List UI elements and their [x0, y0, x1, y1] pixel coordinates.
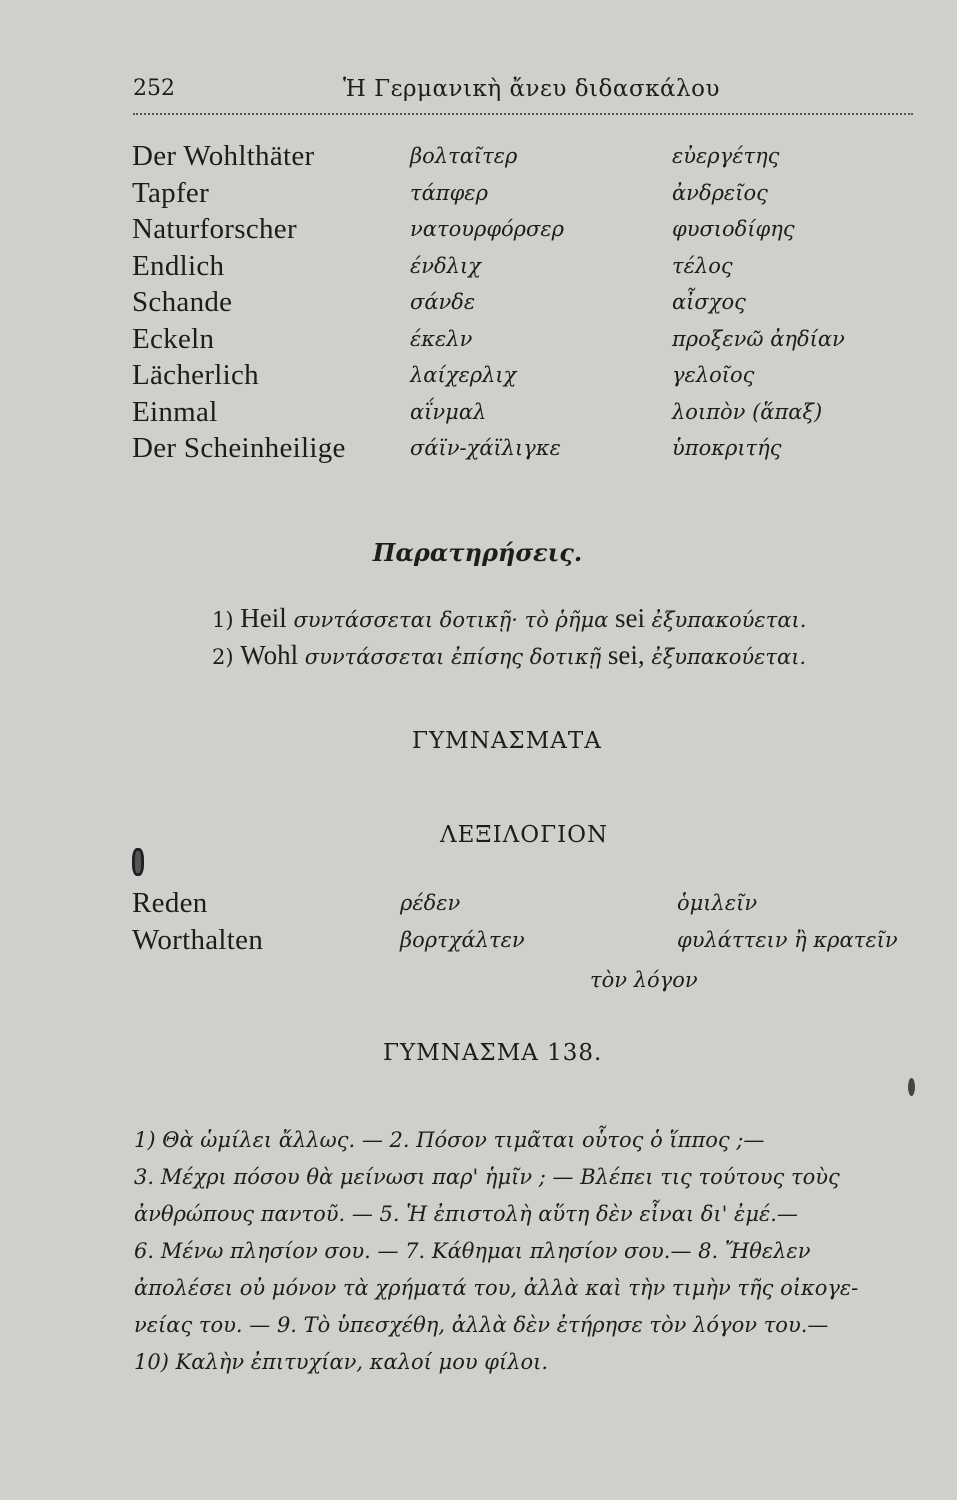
greek-meaning: ἀνδρεῖος	[672, 180, 768, 205]
german-word: Der Scheinheilige	[132, 432, 346, 464]
page-number: 252	[133, 76, 175, 101]
greek-meaning: φυλάττειν ἢ κρατεῖν	[677, 928, 898, 952]
exercise-line: ἀπολέσει οὐ μόνον τὰ χρήματά του, ἀλλὰ καὶ τὴν τιμὴν τῆς οἰκογε-	[134, 1276, 859, 1300]
lexicon-heading: ΛΕΞΙΛΟΓΙΟΝ	[440, 822, 609, 848]
german-word: Einmal	[132, 395, 218, 428]
transliteration: αΐνμαλ	[410, 399, 487, 424]
transliteration: τάπφερ	[410, 180, 488, 205]
exercise-line: ἀνθρώπους παντοῦ. — 5. Ἡ ἐπιστολὴ αὕτη δὲν εἶναι δι' ἐμέ.—	[134, 1202, 798, 1226]
ink-spot	[908, 1078, 915, 1096]
exercise-title: ΓΥΜΝΑΣΜΑ 138.	[383, 1040, 603, 1066]
german-word: Der Wohlthäter	[132, 140, 315, 172]
vocab-row	[132, 432, 932, 469]
note-text: συντάσσεται ἐπίσης δοτικῇ	[304, 645, 602, 669]
transliteration: σάνδε	[410, 290, 476, 314]
transliteration: λαίχερλιχ	[410, 363, 517, 387]
transliteration: βολταῖτερ	[410, 144, 518, 168]
exercise-line: 10) Καλὴν ἐπιτυχίαν, καλοί μου φίλοι.	[134, 1350, 549, 1374]
observation-note	[212, 640, 806, 671]
german-word: Eckeln	[132, 322, 215, 355]
transliteration: ρέδεν	[400, 891, 461, 915]
vocab-row	[132, 286, 932, 323]
greek-meaning: γελοῖος	[672, 363, 755, 387]
greek-meaning: λοιπὸν (ἅπαξ)	[672, 399, 823, 424]
greek-meaning: ὑποκριτής	[672, 436, 782, 460]
transliteration: νατουρφόρσερ	[410, 217, 564, 241]
lexicon-row	[132, 924, 932, 961]
exercise-text	[134, 1122, 924, 1381]
transliteration: σάϊν-χάϊλιγκε	[410, 436, 561, 460]
vocab-row	[132, 177, 932, 214]
transliteration: έκελν	[410, 326, 473, 351]
vocab-row	[132, 359, 932, 396]
german-word: Worthalten	[132, 924, 264, 956]
note-german-word: Wohl	[240, 640, 299, 670]
note-text: ἐξυπακούεται.	[651, 645, 807, 669]
german-word: Reden	[132, 887, 208, 919]
exercise-line: νείας του. — 9. Τὸ ὑπεσχέθη, ἀλλὰ δὲν ἐτήρησε τὸν λόγον του.—	[134, 1313, 829, 1337]
note-german-word: sei	[614, 603, 645, 633]
lexicon-table	[132, 887, 932, 961]
greek-meaning: τέλος	[672, 253, 733, 278]
lexicon-row	[132, 887, 932, 924]
observation-note	[212, 603, 806, 634]
german-word: Tapfer	[132, 176, 210, 209]
observations-title: Παρατηρήσεις.	[372, 538, 583, 567]
note-german-word: sei,	[607, 640, 645, 670]
page-header	[133, 76, 923, 108]
vocab-row	[132, 213, 932, 250]
german-word: Naturforscher	[132, 213, 297, 245]
vocab-row	[132, 396, 932, 433]
exercise-line: 3. Μέχρι πόσου θὰ μείνωσι παρ' ἡμῖν ; — Βλέπει τις τούτους τοὺς	[134, 1165, 840, 1189]
exercise-line: 6. Μένω πλησίον σου. — 7. Κάθημαι πλησίον σου.— 8. Ἤθελεν	[134, 1239, 811, 1263]
greek-meaning: προξενῶ ἀηδίαν	[672, 326, 845, 351]
ink-mark	[132, 848, 144, 876]
vocabulary-table	[132, 140, 932, 469]
vocab-row	[132, 140, 932, 177]
vocab-row	[132, 323, 932, 360]
transliteration: ένδλιχ	[410, 253, 481, 278]
note-text: συντάσσεται δοτικῇ· τὸ ῥῆμα	[293, 608, 609, 632]
note-number: 1)	[212, 608, 234, 632]
greek-meaning: εὐεργέτης	[672, 144, 780, 168]
greek-meaning: ὁμιλεῖν	[677, 891, 758, 915]
german-word: Schande	[132, 286, 233, 318]
exercise-line: 1) Θὰ ὡμίλει ἄλλως. — 2. Πόσον τιμᾶται οὗτος ὁ ἵππος ;—	[134, 1128, 765, 1152]
note-text: ἐξυπακούεται.	[651, 608, 807, 632]
exercises-heading: ΓΥΜΝΑΣΜΑΤΑ	[412, 728, 602, 754]
transliteration: βορτχάλτεν	[400, 928, 525, 952]
header-rule	[133, 113, 913, 115]
vocab-row	[132, 250, 932, 287]
running-title: Ἡ Γερμανικὴ ἄνευ διδασκάλου	[343, 76, 720, 102]
greek-meaning: αἶσχος	[672, 290, 746, 314]
greek-meaning: φυσιοδίφης	[672, 217, 795, 241]
lexicon-continuation: τὸν λόγον	[590, 968, 698, 992]
german-word: Endlich	[132, 249, 225, 282]
note-number: 2)	[212, 645, 234, 669]
german-word: Lächerlich	[132, 359, 259, 391]
note-german-word: Heil	[240, 603, 287, 633]
